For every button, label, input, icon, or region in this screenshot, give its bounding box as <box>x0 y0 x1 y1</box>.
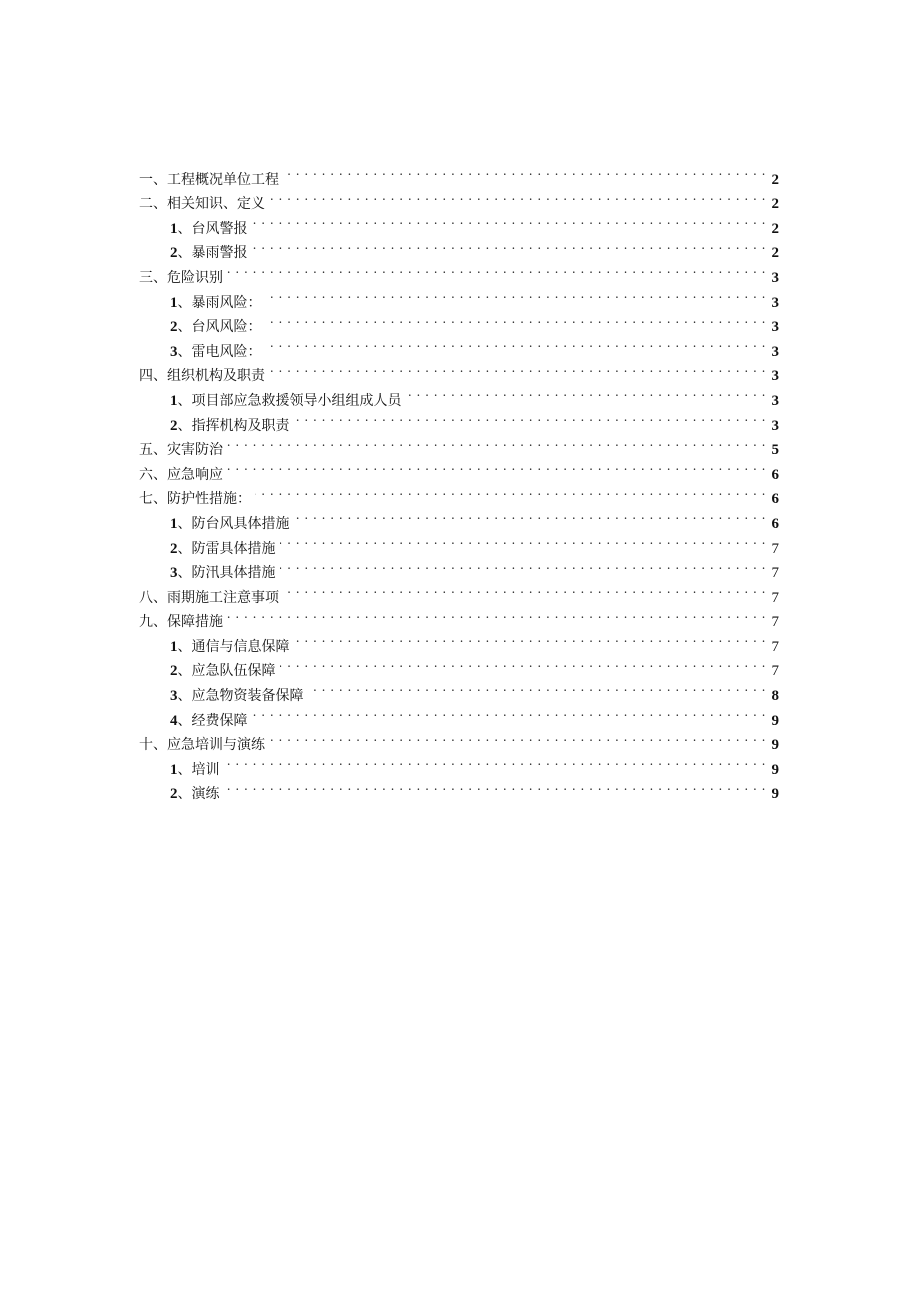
toc-dot-leader <box>294 503 767 528</box>
toc-entry-text: 四、组织机构及职责 <box>139 368 265 385</box>
toc-dot-leader <box>224 774 767 799</box>
toc-entry-title <box>170 659 276 684</box>
toc-entry-text: 五、灾害防治 <box>139 442 223 459</box>
toc-entry-number: 2 <box>170 417 178 434</box>
toc-entry-text: 、指挥机构及职责 <box>177 417 290 434</box>
toc-entry-title <box>139 266 223 291</box>
toc-entry[interactable] <box>139 282 779 311</box>
toc-page-number: 9 <box>771 712 779 729</box>
toc-dot-leader <box>227 602 766 627</box>
toc-entry-number: 4 <box>170 712 178 729</box>
toc-dot-leader <box>224 749 767 774</box>
toc-entry-title <box>170 340 262 365</box>
toc-entry-title <box>170 217 248 242</box>
toc-entry-title <box>139 364 265 389</box>
toc-entry[interactable] <box>139 626 779 655</box>
toc-entry-title <box>170 782 220 807</box>
toc-page-number: 7 <box>771 614 779 631</box>
toc-entry[interactable] <box>139 602 779 631</box>
toc-page-number: 9 <box>771 737 779 754</box>
toc-entry-number: 2 <box>170 786 178 803</box>
toc-entry-number: 2 <box>170 540 178 557</box>
toc-entry-text: 八、雨期施工注意事项 <box>139 589 279 606</box>
toc-entry-number: 1 <box>170 220 178 237</box>
toc-entry-title <box>139 168 279 193</box>
toc-entry[interactable] <box>139 454 779 483</box>
toc-page-number: 7 <box>771 589 779 606</box>
toc-dot-leader <box>227 430 766 455</box>
toc-entry[interactable] <box>139 479 779 508</box>
toc-entry-text: 十、应急培训与演练 <box>139 737 265 754</box>
toc-entry-title <box>139 438 223 463</box>
toc-page-number: 2 <box>771 220 779 237</box>
toc-entry-text: 七、防护性措施： <box>139 491 251 508</box>
toc-entry-title <box>139 487 251 512</box>
toc-entry-title <box>170 537 276 562</box>
toc-page-number: 3 <box>771 392 779 409</box>
toc-entry-title <box>170 315 262 340</box>
toc-entry-text: 、暴雨风险： <box>177 294 262 311</box>
toc-dot-leader <box>280 651 767 676</box>
toc-dot-leader <box>280 528 767 553</box>
toc-page-number: 2 <box>771 196 779 213</box>
toc-page-number: 2 <box>771 245 779 262</box>
toc-dot-leader <box>266 331 767 356</box>
toc-entry-text: 、防汛具体措施 <box>177 565 276 582</box>
toc-entry-text: 、培训 <box>177 761 220 778</box>
toc-entry-text: 、项目部应急救援领导小组组成人员 <box>177 392 402 409</box>
toc-entry-text: 、演练 <box>177 786 220 803</box>
toc-dot-leader <box>406 380 767 405</box>
toc-page-number: 9 <box>771 786 779 803</box>
toc-dot-leader <box>227 257 766 282</box>
toc-entry-number: 2 <box>170 663 178 680</box>
toc-dot-leader <box>283 159 766 184</box>
toc-page-number: 2 <box>771 171 779 188</box>
toc-page-number: 3 <box>771 294 779 311</box>
toc-page-number: 7 <box>771 565 779 582</box>
toc-entry-text: 六、应急响应 <box>139 466 223 483</box>
toc-page-number: 3 <box>771 368 779 385</box>
toc-entry-text: 三、危险识别 <box>139 269 223 286</box>
toc-entry-text: 二、相关知识、定义 <box>139 196 265 213</box>
toc-entry-title <box>170 758 220 783</box>
toc-entry-text: 、通信与信息保障 <box>177 638 290 655</box>
toc-entry[interactable] <box>139 430 779 459</box>
toc-entry-text: 、台风警报 <box>177 220 248 237</box>
toc-entry-number: 1 <box>170 638 178 655</box>
toc-page-number: 3 <box>771 319 779 336</box>
toc-entry-text: 一、工程概况单位工程 <box>139 171 279 188</box>
toc-page-number: 5 <box>771 442 779 459</box>
toc-page-number: 9 <box>771 761 779 778</box>
toc-entry[interactable] <box>139 257 779 286</box>
toc-dot-leader <box>308 675 767 700</box>
toc-dot-leader <box>283 577 766 602</box>
toc-entry-number: 2 <box>170 319 178 336</box>
toc-entry-text: 、雷电风险： <box>177 343 262 360</box>
toc-page-number: 3 <box>771 417 779 434</box>
toc-page-number: 6 <box>771 515 779 532</box>
toc-page-number: 7 <box>771 663 779 680</box>
toc-dot-leader <box>252 208 767 233</box>
toc-entry-title <box>170 709 248 734</box>
toc-dot-leader <box>269 725 766 750</box>
toc-dot-leader <box>294 626 767 651</box>
toc-dot-leader <box>227 454 766 479</box>
toc-entry-text: 、应急队伍保障 <box>177 663 276 680</box>
toc-entry-title <box>170 291 262 316</box>
toc-entry-text: 、防雷具体措施 <box>177 540 276 557</box>
toc-page-number: 7 <box>771 638 779 655</box>
toc-entry-text: 九、保障措施 <box>139 614 223 631</box>
toc-entry-title <box>139 463 223 488</box>
toc-entry-title <box>170 561 276 586</box>
toc-entry-title <box>139 610 223 635</box>
toc-entry-number: 3 <box>170 343 178 360</box>
toc-entry[interactable] <box>139 749 779 778</box>
toc-dot-leader <box>266 282 767 307</box>
toc-dot-leader <box>252 233 767 258</box>
toc-dot-leader <box>280 553 767 578</box>
toc-entry-number: 1 <box>170 515 178 532</box>
toc-entry[interactable] <box>139 159 779 188</box>
toc-entry-text: 、暴雨警报 <box>177 245 248 262</box>
toc-entry-number: 1 <box>170 761 178 778</box>
toc-entry-number: 2 <box>170 245 178 262</box>
toc-dot-leader <box>252 700 767 725</box>
toc-entry[interactable] <box>139 774 779 803</box>
toc-dot-leader <box>269 356 766 381</box>
toc-page-number: 3 <box>771 343 779 360</box>
toc-entry-number: 3 <box>170 688 178 705</box>
toc-entry-text: 、防台风具体措施 <box>177 515 290 532</box>
toc-page-number: 6 <box>771 491 779 508</box>
toc-dot-leader <box>255 479 766 504</box>
toc-entry-text: 、应急物资装备保障 <box>177 688 304 705</box>
toc-entry-number: 1 <box>170 392 178 409</box>
toc-entry-title <box>170 635 290 660</box>
toc-entry-title <box>170 512 290 537</box>
toc-dot-leader <box>266 307 767 332</box>
toc-page-number: 3 <box>771 269 779 286</box>
toc-entry-text: 、经费保障 <box>177 712 248 729</box>
toc-entry-number: 3 <box>170 565 178 582</box>
toc-page-number: 8 <box>771 688 779 705</box>
toc-entry-text: 、台风风险： <box>177 319 262 336</box>
toc-page-number: 6 <box>771 466 779 483</box>
toc-dot-leader <box>294 405 767 430</box>
toc-entry-title <box>139 192 265 217</box>
table-of-contents <box>139 159 779 803</box>
toc-page-number: 7 <box>771 540 779 557</box>
toc-entry-number: 1 <box>170 294 178 311</box>
toc-dot-leader <box>269 184 766 209</box>
